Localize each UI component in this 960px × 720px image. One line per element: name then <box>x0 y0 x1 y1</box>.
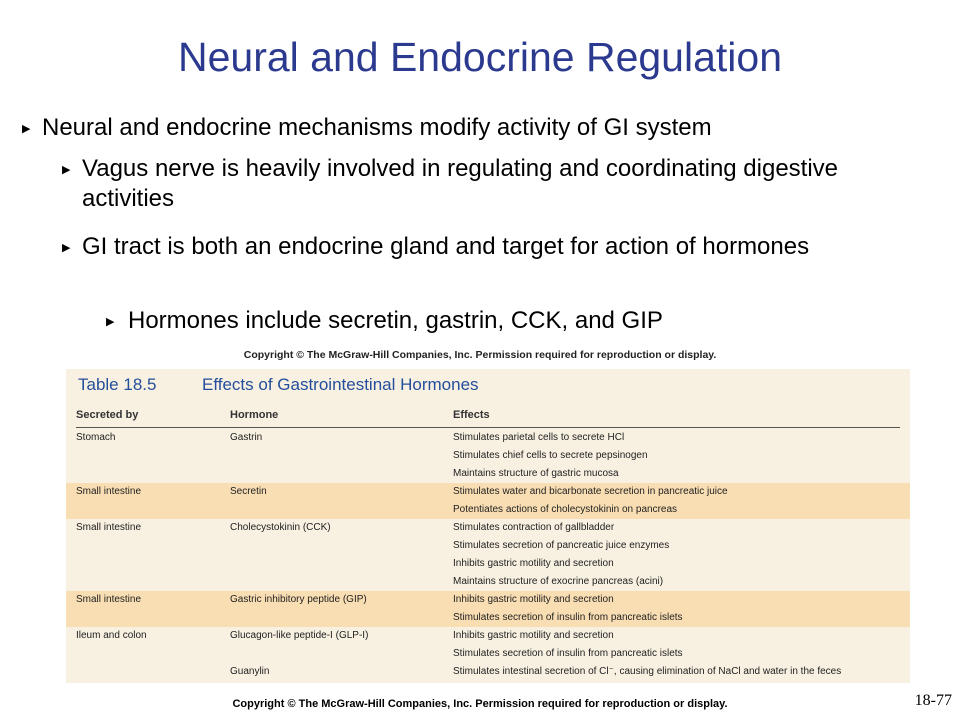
bullet-level-2: Vagus nerve is heavily involved in regulating and coordinating digestive activities <box>82 155 839 212</box>
effect-line: Stimulates secretion of insulin from pancreatic islets <box>453 648 683 659</box>
cell-hormone: Gastrin <box>230 432 263 443</box>
effect-line: Maintains structure of exocrine pancreas (acini) <box>453 576 664 587</box>
cell-secreted-by: Small intestine <box>76 594 142 605</box>
cell-effects <box>453 663 841 681</box>
cell-secreted-by: Ileum and colon <box>76 630 147 641</box>
bullet-level-2: GI tract is both an endocrine gland and target for action of hormones <box>82 233 810 260</box>
table-header <box>66 409 910 427</box>
header-effects: Effects <box>453 409 490 421</box>
header-hormone: Hormone <box>230 409 279 421</box>
table-row <box>66 429 910 483</box>
cell-effects <box>453 483 728 519</box>
cell-effects <box>453 519 669 591</box>
effect-line: Stimulates water and bicarbonate secretion in pancreatic juice <box>453 486 728 497</box>
table-caption <box>78 375 479 395</box>
cell-hormone: Guanylin <box>230 666 270 677</box>
bullet-level-3: Hormones include secretin, gastrin, CCK, and GIP <box>128 307 663 334</box>
copyright-notice-top: Copyright © The McGraw-Hill Companies, Inc. Permission required for reproduction or display. <box>243 349 717 361</box>
effect-line: Maintains structure of gastric mucosa <box>453 468 619 479</box>
effect-line: Inhibits gastric motility and secretion <box>453 630 614 641</box>
copyright-notice-bottom: Copyright © The McGraw-Hill Companies, Inc. Permission required for reproduction or display. <box>232 698 728 710</box>
table-row <box>66 663 910 681</box>
cell-effects <box>453 429 648 483</box>
bullet-arrow-icon: ▶ <box>62 242 71 254</box>
effect-line: Stimulates intestinal secretion of Cl⁻, causing elimination of NaCl and water in the feces <box>453 666 842 677</box>
cell-hormone: Glucagon-like peptide-I (GLP-I) <box>230 630 369 641</box>
cell-hormone: Gastric inhibitory peptide (GIP) <box>230 594 367 605</box>
table-row <box>66 519 910 591</box>
table-row <box>66 627 910 663</box>
table-row <box>66 483 910 519</box>
bullet-arrow-icon: ▶ <box>62 164 71 176</box>
effect-line: Stimulates parietal cells to secrete HCl <box>453 432 625 443</box>
cell-secreted-by: Small intestine <box>76 522 142 533</box>
effect-line: Inhibits gastric motility and secretion <box>453 594 614 605</box>
bullet-arrow-icon: ▶ <box>22 123 31 135</box>
table-row <box>66 591 910 627</box>
cell-effects <box>453 591 683 627</box>
cell-hormone: Cholecystokinin (CCK) <box>230 522 331 533</box>
effect-line: Stimulates chief cells to secrete pepsinogen <box>453 450 648 461</box>
effect-line: Stimulates secretion of insulin from pancreatic islets <box>453 612 683 623</box>
hormone-table <box>66 369 910 683</box>
effect-line: Inhibits gastric motility and secretion <box>453 558 614 569</box>
header-rule <box>76 427 900 428</box>
page-title: Neural and Endocrine Regulation <box>177 34 782 80</box>
bullet-level-1: Neural and endocrine mechanisms modify activity of GI system <box>42 114 712 141</box>
cell-secreted-by: Stomach <box>76 432 116 443</box>
cell-secreted-by: Small intestine <box>76 486 142 497</box>
table-number: Table 18.5 <box>78 375 157 394</box>
bullet-arrow-icon: ▶ <box>106 316 115 328</box>
effect-line: Stimulates contraction of gallbladder <box>453 522 615 533</box>
slide-number: 18-77 <box>914 692 952 709</box>
cell-hormone: Secretin <box>230 486 267 497</box>
header-secreted-by: Secreted by <box>76 409 139 421</box>
effect-line: Stimulates secretion of pancreatic juice enzymes <box>453 540 670 551</box>
effect-line: Potentiates actions of cholecystokinin on pancreas <box>453 504 678 515</box>
table-title: Effects of Gastrointestinal Hormones <box>202 375 479 394</box>
cell-effects <box>453 627 683 663</box>
